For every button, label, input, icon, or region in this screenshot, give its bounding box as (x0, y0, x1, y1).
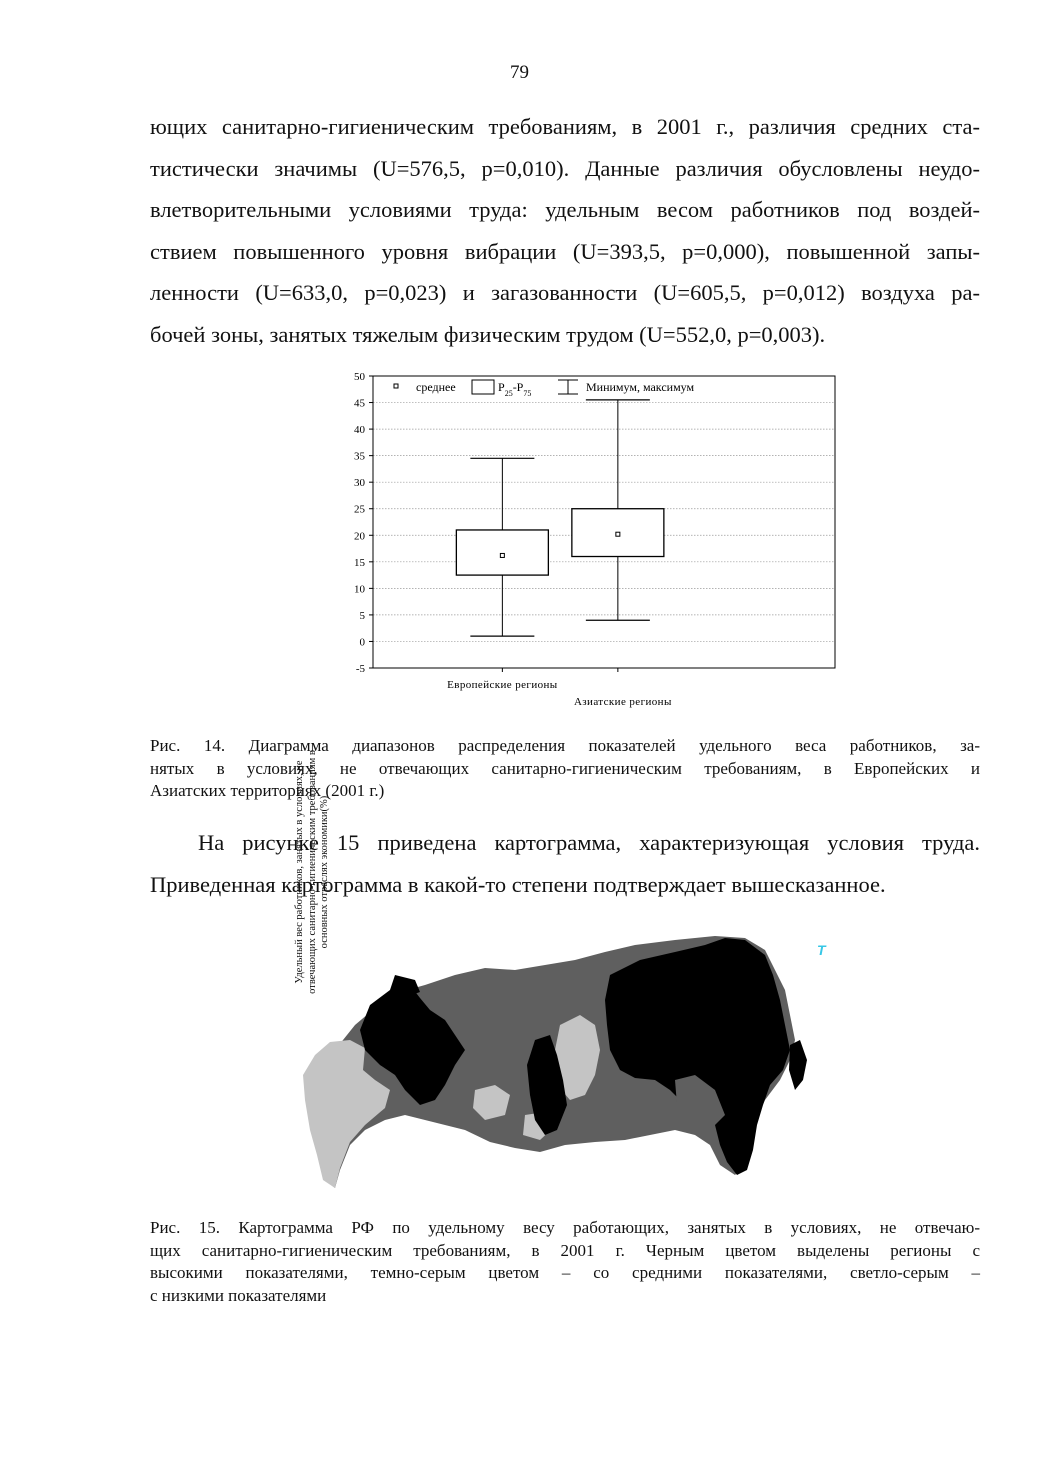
text-line: влетворительными условиями труда: удельным весом работников под воздей- (150, 197, 980, 222)
y-tick-label: 5 (359, 609, 365, 622)
caption-line: Азиатских территориях (2001 г.) (150, 781, 385, 800)
map-image (295, 930, 835, 1195)
y-tick-label: -5 (355, 663, 365, 675)
legend-mean-label: среднее (416, 380, 456, 394)
y-label-line: отвечающих санитарно-гигиеническим требованиям в (306, 750, 318, 994)
y-tick-label: 20 (354, 530, 365, 543)
text-line: На рисунке 15 приведена картограмма, характеризующая условия труда. (198, 830, 980, 855)
map-region-high (789, 1040, 807, 1090)
caption-line: высокими показателями, темно-серым цветом – со средними показателями, светло-серым – (150, 1263, 980, 1282)
map-legend-mark: T (817, 942, 826, 958)
caption-line: нятых в условиях, не отвечающих санитарно-гигиеническим требованиям, в Европейских и (150, 758, 980, 778)
text-line: ствием повышенного уровня вибрации (U=393,5, p=0,000), повышенной запы- (150, 238, 980, 264)
legend-mean-marker (394, 384, 398, 388)
boxplot-chart (290, 365, 850, 710)
text-line: бочей зоны, занятых тяжелым физическим трудом (U=552,0, p=0,003). (150, 321, 826, 347)
map-region-high (605, 938, 790, 1175)
y-tick-label: 25 (354, 503, 365, 516)
y-tick-label: 50 (354, 371, 365, 383)
x-category-label: Азиатские регионы (573, 696, 672, 708)
y-tick-label: 40 (354, 424, 365, 437)
text-line: ленности (U=633,0, p=0,023) и загазованности (U=605,5, p=0,012) воздуха ра- (150, 280, 980, 305)
caption-line: щих санитарно-гигиеническим требованиям, в 2001 г. Черным цветом выделены регионы с (150, 1240, 980, 1260)
iqr-box (456, 530, 548, 575)
mean-marker (616, 532, 620, 536)
body-paragraph-1 (150, 106, 980, 355)
text-line: тистически значимы (U=576,5, p=0,010). Данные различия обусловлены неудо- (150, 155, 980, 181)
y-label-line: основных отраслях экономики(%) (319, 795, 330, 949)
figure-14-caption (150, 735, 980, 803)
y-label-line: Удельный вес работников, занятых в условиях, не (294, 760, 305, 984)
legend-box-label: $P_{25}-P_{75}$ (498, 380, 532, 398)
y-tick-label: 35 (354, 450, 365, 463)
figure-15-caption (150, 1217, 980, 1307)
body-paragraph-2 (150, 822, 980, 905)
y-tick-label: 10 (354, 583, 365, 596)
page-number: 79 (510, 62, 529, 83)
y-tick-label: 30 (354, 477, 365, 490)
text-line: Приведенная картограмма в какой-то степени подтверждает вышесказанное. (150, 871, 886, 897)
caption-line: с низкими показателями (150, 1285, 327, 1305)
text-line: ющих санитарно-гигиеническим требованиям, в 2001 г., различия средних ста- (150, 114, 980, 139)
mean-marker (500, 553, 504, 557)
russia-choropleth-map (295, 930, 835, 1195)
caption-line: Рис. 14. Диаграмма диапазонов распределения показателей удельного веса работников, за- (150, 736, 980, 755)
y-tick-label: 0 (359, 636, 365, 649)
caption-line: Рис. 15. Картограмма РФ по удельному весу работающих, занятых в условиях, не отвечаю- (150, 1218, 980, 1237)
legend-whisker-label: Минимум, максимум (586, 380, 695, 394)
y-tick-label: 45 (354, 397, 365, 410)
x-category-label: Европейские регионы (447, 679, 558, 691)
y-tick-label: 15 (354, 556, 365, 569)
legend-box-marker (472, 380, 494, 394)
